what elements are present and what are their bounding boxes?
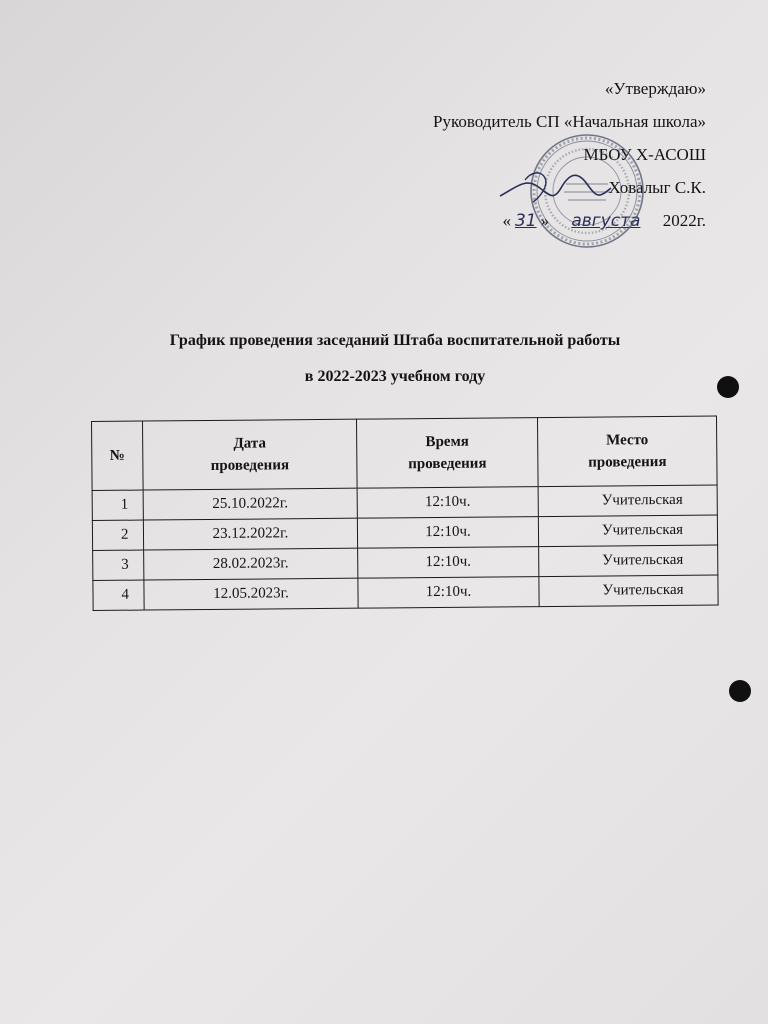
row-place: Учительская [539, 575, 718, 607]
row-number: 4 [93, 580, 144, 610]
approval-heading: «Утверждаю» [604, 79, 706, 98]
header-date-bottom: проведения [210, 457, 290, 474]
row-date: 25.10.2022г. [143, 488, 357, 520]
row-time: 12:10ч. [357, 517, 538, 549]
header-place [537, 416, 717, 487]
row-time: 12:10ч. [358, 577, 539, 609]
row-number: 1 [92, 490, 143, 520]
header-time-bottom: проведения [408, 455, 487, 473]
schedule-table [91, 416, 719, 611]
punch-hole-icon [729, 680, 751, 702]
header-place-bottom: проведения [588, 453, 667, 471]
header-date [143, 419, 358, 490]
header-date-top: Дата [233, 435, 267, 452]
row-date: 28.02.2023г. [144, 548, 358, 580]
document-subtitle: в 2022-2023 учебном году [304, 368, 486, 385]
row-time: 12:10ч. [357, 487, 538, 519]
approval-position: Руководитель СП «Начальная школа» [433, 112, 706, 131]
date-close-quote: » [540, 211, 550, 230]
row-time: 12:10ч. [358, 547, 539, 579]
header-place-top: Место [606, 432, 649, 449]
header-number-label: № [109, 447, 125, 464]
row-number: 2 [92, 520, 143, 550]
row-date: 12.05.2023г. [144, 578, 358, 610]
row-number: 3 [93, 550, 144, 580]
punch-hole-icon [717, 376, 739, 398]
table-header-row [92, 416, 718, 490]
schedule-table-wrapper [91, 421, 717, 611]
header-time-top: Время [425, 433, 469, 451]
header-time [356, 418, 538, 489]
signature-icon [495, 158, 615, 218]
approval-name: Ховалыг С.К. [608, 178, 706, 197]
date-day: 31 [514, 211, 537, 231]
document-title: График проведения заседаний Штаба воспитательной работы [169, 332, 621, 349]
date-year: 2022г. [662, 211, 706, 230]
date-month: августа [571, 211, 641, 231]
approval-organization: МБОУ Х-АСОШ [583, 145, 706, 164]
row-place: Учительская [539, 545, 718, 577]
date-open-quote: « [502, 211, 511, 230]
table-row [93, 575, 718, 610]
row-date: 23.12.2022г. [143, 518, 357, 550]
row-place: Учительская [538, 515, 717, 547]
header-number [92, 421, 144, 490]
row-place: Учительская [538, 485, 717, 517]
